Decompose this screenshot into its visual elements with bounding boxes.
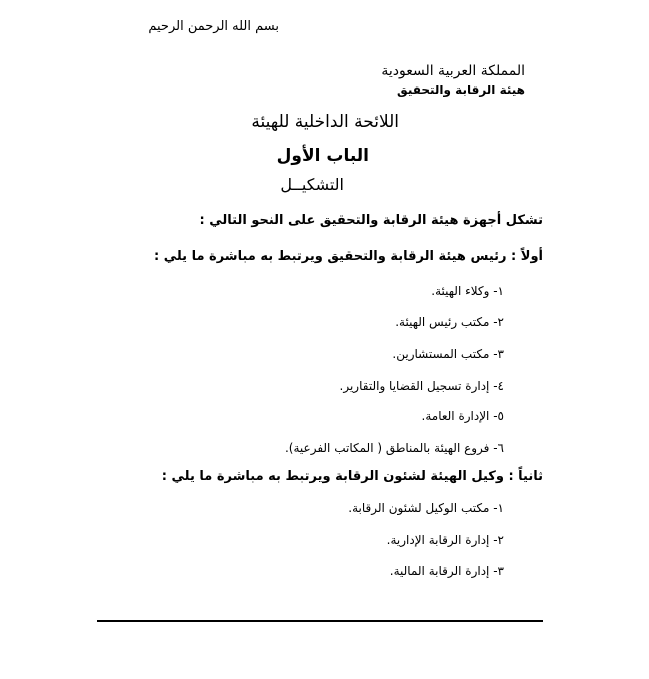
basmala: بسم الله الرحمن الرحيم [148, 19, 279, 34]
agency-name: هيئة الرقابة والتحقيق [397, 83, 525, 97]
kingdom-name: المملكة العربية السعودية [381, 63, 525, 79]
chapter-subtitle: التشكيــل [280, 175, 344, 194]
list-item: ٢- إدارة الرقابة الإدارية. [386, 533, 504, 547]
section-heading-2: ثانياً : وكيل الهيئة لشئون الرقابة ويرتبط به مباشرة ما يلي : [161, 469, 543, 484]
intro-paragraph: تشكل أجهزة هيئة الرقابة والتحقيق على النحو التالي : [199, 213, 543, 228]
footer-divider [97, 620, 543, 622]
document-title: اللائحة الداخلية للهيئة [251, 112, 399, 132]
list-item: ٣- مكتب المستشارين. [392, 347, 504, 361]
section-heading-1: أولاً : رئيس هيئة الرقابة والتحقيق ويرتبط به مباشرة ما يلي : [154, 249, 543, 264]
chapter-heading: الباب الأول [276, 146, 369, 166]
list-item: ١- مكتب الوكيل لشئون الرقابة. [348, 501, 504, 515]
list-item: ٢- مكتب رئيس الهيئة. [395, 315, 504, 329]
list-item: ٥- الإدارة العامة. [421, 409, 504, 423]
list-item: ٤- إدارة تسجيل القضايا والتقارير. [339, 379, 504, 393]
list-item: ١- وكلاء الهيئة. [431, 284, 504, 298]
list-item: ٦- فروع الهيئة بالمناطق ( المكاتب الفرعية). [284, 441, 504, 455]
list-item: ٣- إدارة الرقابة المالية. [389, 564, 504, 578]
